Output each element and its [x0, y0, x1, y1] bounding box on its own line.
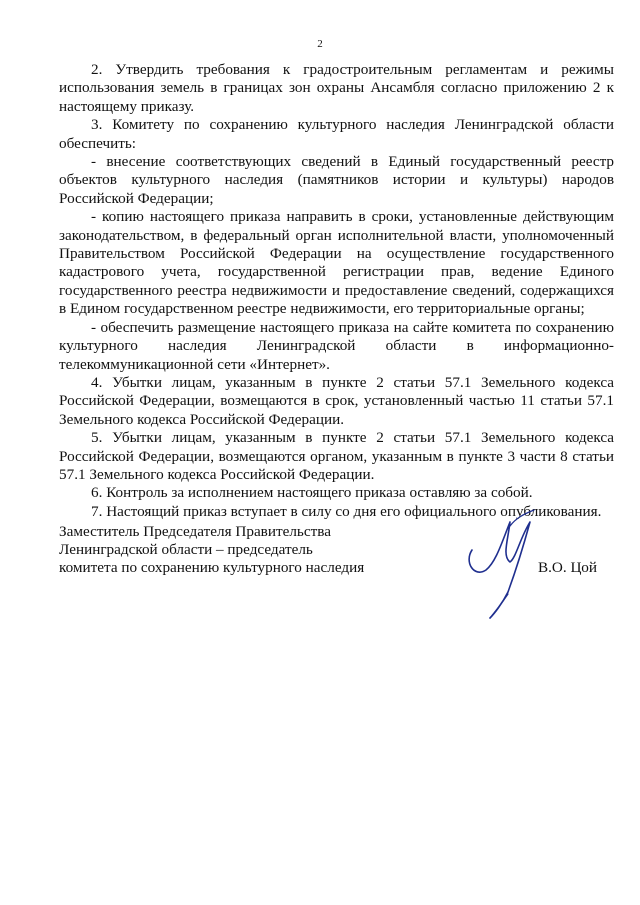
paragraph-item-7: 7. Настоящий приказ вступает в силу со дня его официального опубликования.: [91, 502, 602, 520]
paragraph-item-5: 5. Убытки лицам, указанным в пункте 2 статьи 57.1 Земельного кодекса Российской Федерации, возмещаются органом, указанным в пункте 3 части 8 статьи 57.1 Земельного кодекса Российской Федерации.: [59, 429, 614, 483]
signatory-title: [59, 523, 364, 578]
order-body: [59, 61, 614, 521]
signatory-title-line: Заместитель Председателя Правительства: [59, 523, 331, 540]
paragraph-subitem-website: - обеспечить размещение настоящего приказа на сайте комитета по сохранению культурного наследия Ленинградской области в информационно-телекоммуникационной сети «Интернет».: [59, 318, 614, 373]
paragraph-subitem-registry: - внесение соответствующих сведений в Единый государственный реестр объектов культурного наследия (памятников истории и культуры) народов Российской Федерации;: [59, 153, 614, 207]
paragraph-item-4: 4. Убытки лицам, указанным в пункте 2 статьи 57.1 Земельного кодекса Российской Федерации, возмещаются в срок, установленный частью 11 статьи 57.1 Земельного кодекса Российской Федерации.: [59, 373, 614, 428]
signatory-title-line: Ленинградской области – председатель: [59, 541, 313, 559]
paragraph-subitem-copy: - копию настоящего приказа направить в сроки, установленные действующим законодательством, в федеральный орган исполнительной власти, уполномоченный Правительством Российской Федерации на осуществление государственного кадастрового учета, государственной регистрации прав, ведение Единого государственного реестра недвижимости и предоставление сведений, содержащихся в Едином государственном реестре недвижимости, его территориальные органы;: [59, 208, 614, 318]
paragraph-item-6: 6. Контроль за исполнением настоящего приказа оставляю за собой.: [91, 484, 533, 502]
signatory-title-line: комитета по сохранению культурного наследия: [59, 559, 365, 577]
signatory-name: В.О. Цой: [538, 559, 597, 576]
paragraph-item-2: 2. Утвердить требования к градостроительным регламентам и режимы использования земель в границах зон охраны Ансамбля согласно приложению 2 к настоящему приказу.: [59, 61, 614, 115]
handwritten-signature: [450, 500, 550, 620]
page-number: 2: [317, 38, 323, 50]
paragraph-item-3: 3. Комитету по сохранению культурного наследия Ленинградской области обеспечить:: [59, 116, 614, 152]
